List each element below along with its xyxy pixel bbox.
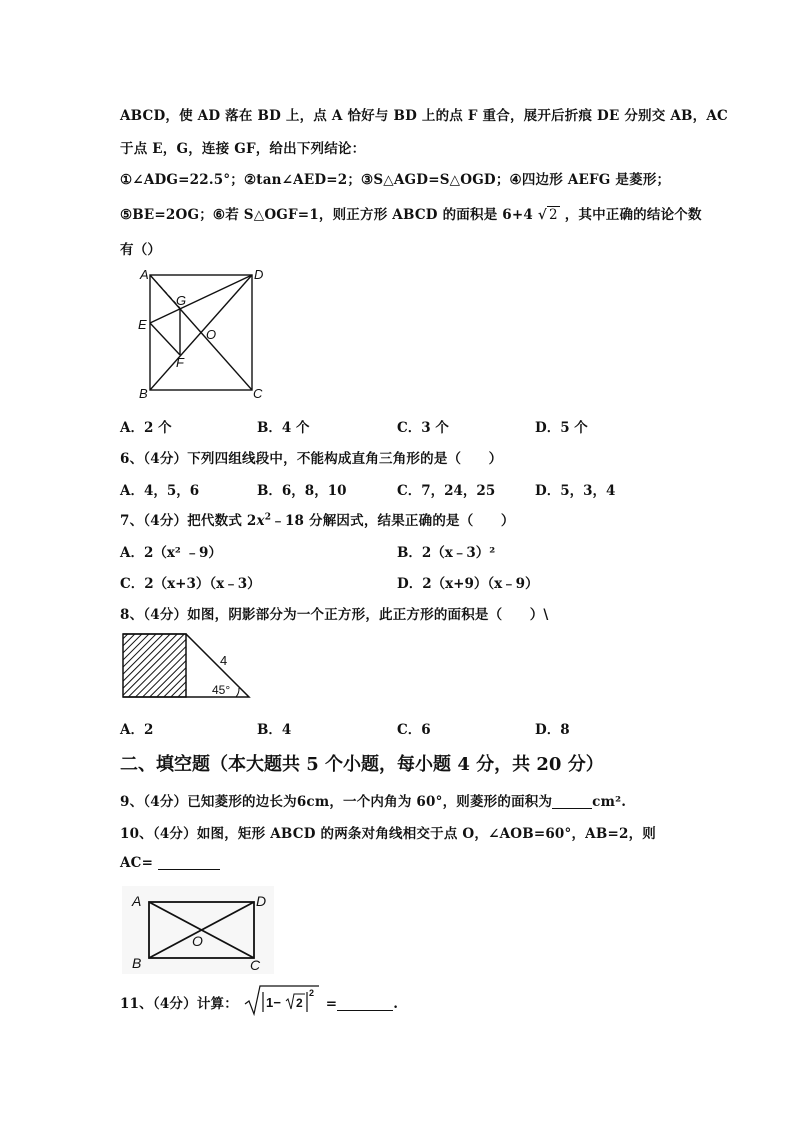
angle-arc xyxy=(236,688,239,697)
label-e: E xyxy=(138,317,147,332)
q10-ac-label: AC= xyxy=(120,855,154,871)
q5-text-line-2: 于点 E，G，连接 GF，给出下列结论： xyxy=(120,141,366,157)
label-d: D xyxy=(254,267,264,282)
q5-question-end: 有（） xyxy=(120,242,162,258)
q11-expression xyxy=(243,988,321,1014)
q8-option-d[interactable]: D．8 xyxy=(535,722,570,738)
label-o: O xyxy=(192,933,203,949)
q9-stem-pre: 9、（4分）已知菱形的边长为6cm，一个内角为 60°，则菱形的面积为 xyxy=(120,794,553,810)
q5-square-figure xyxy=(130,265,280,405)
q8-stem: 8、（4分）如图，阴影部分为一个正方形，此正方形的面积是（ ）\ xyxy=(120,607,549,623)
q5-conclusions-line-1: ①∠ADG=22.5°；②tan∠AED=2；③S△AGD=S△OGD；④四边形 AEFG 是菱形； xyxy=(120,172,671,188)
label-a: A xyxy=(140,267,149,282)
q10-answer-blank[interactable] xyxy=(158,855,220,870)
fold-line-de xyxy=(150,275,252,323)
label-b: B xyxy=(132,955,142,971)
label-c: C xyxy=(253,386,263,401)
q8-option-a[interactable]: A．2 xyxy=(120,722,154,738)
label-b: B xyxy=(139,386,148,401)
q5-option-a[interactable]: A．2 个 xyxy=(120,420,172,436)
outer-radical-sign xyxy=(245,986,319,1014)
q7-option-b[interactable]: B．2（x﹣3）² xyxy=(397,545,496,561)
q6-stem: 6、（4分）下列四组线段中，不能构成直角三角形的是（ ） xyxy=(120,451,503,467)
segment-ef xyxy=(150,323,180,355)
q7-stem xyxy=(120,509,515,529)
q7-option-c[interactable]: C．2（x+3）（x﹣3） xyxy=(120,576,261,592)
q10-stem: 10、（4分）如图，矩形 ABCD 的两条对角线相交于点 O，∠AOB=60°，AB=2，则 xyxy=(120,826,656,842)
q10-rectangle-figure xyxy=(122,886,274,974)
label-f: F xyxy=(176,355,184,370)
q7-exponent: 2 xyxy=(264,512,272,523)
q5-conclusions-line-2 xyxy=(120,203,702,223)
q11-sqrt-svg xyxy=(243,984,321,1018)
q11-end: . xyxy=(393,996,399,1012)
q8-triangle-figure xyxy=(122,632,257,700)
q5-text-line-1: ABCD，使 AD 落在 BD 上，点 A 恰好与 BD 上的点 F 重合，展开后折痕 DE 分别交 AB，AC xyxy=(120,108,728,124)
q11-equals: = xyxy=(325,996,338,1012)
q5-option-b[interactable]: B．4 个 xyxy=(257,420,310,436)
q11-stem xyxy=(120,988,399,1014)
inner-radicand: 2 xyxy=(295,996,303,1010)
q7-option-a[interactable]: A．2（x² ﹣9） xyxy=(120,545,222,561)
q10-answer-line xyxy=(120,855,220,871)
q9-stem-post: cm². xyxy=(592,794,627,810)
q6-option-a[interactable]: A．4，5，6 xyxy=(120,483,200,499)
q11-stem-text: 11、（4分）计算： xyxy=(120,996,238,1012)
q5-option-d[interactable]: D．5 个 xyxy=(535,420,588,436)
q6-option-d[interactable]: D．5，3，4 xyxy=(535,483,616,499)
q9-stem xyxy=(120,790,626,810)
q7-option-d[interactable]: D．2（x+9）（x﹣9） xyxy=(397,576,539,592)
exponent: 2 xyxy=(308,988,315,998)
side-length-label: 4 xyxy=(220,653,228,668)
q7-stem-pre: 7、（4分）把代数式 2 xyxy=(120,513,257,529)
shaded-square xyxy=(123,634,186,697)
label-a: A xyxy=(132,893,142,909)
sqrt-symbol: √ 2 xyxy=(537,207,558,223)
label-g: G xyxy=(176,293,187,308)
inner-expression: 1− xyxy=(265,995,282,1010)
label-c: C xyxy=(250,957,261,973)
q5-radicand: 2 xyxy=(548,207,558,223)
label-d: D xyxy=(256,893,267,909)
section-heading: 二、填空题（本大题共 5 个小题，每小题 4 分，共 20 分） xyxy=(120,754,604,775)
q5-conclusions-pre: ⑤BE=2OG；⑥若 S△OGF=1，则正方形 ABCD 的面积是 6+4 xyxy=(120,207,533,223)
q5-option-c[interactable]: C．3 个 xyxy=(397,420,449,436)
q9-answer-blank[interactable] xyxy=(552,794,592,809)
q6-option-b[interactable]: B．6，8，10 xyxy=(257,483,347,499)
angle-label: 45° xyxy=(212,683,231,697)
q11-answer-blank[interactable] xyxy=(337,996,393,1011)
label-o: O xyxy=(206,327,217,342)
q7-var: x xyxy=(256,513,265,529)
q7-stem-post: ﹣18 分解因式，结果正确的是（ ） xyxy=(271,513,515,529)
q8-option-c[interactable]: C．6 xyxy=(397,722,431,738)
q5-conclusions-post: ，其中正确的结论个数 xyxy=(564,207,702,223)
q8-option-b[interactable]: B．4 xyxy=(257,722,292,738)
q6-option-c[interactable]: C．7，24，25 xyxy=(397,483,496,499)
